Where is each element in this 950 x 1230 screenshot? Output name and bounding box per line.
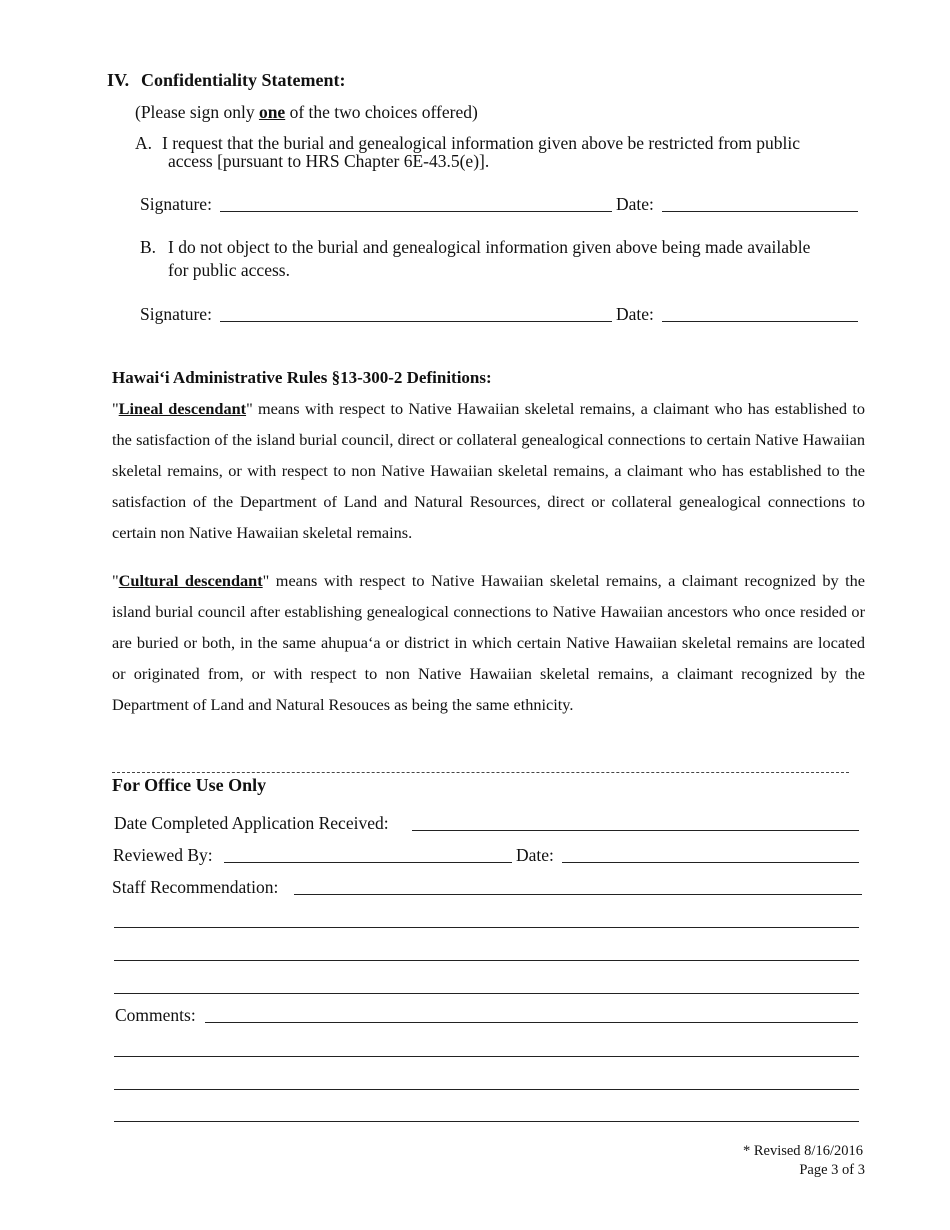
choice-b-line1: I do not object to the burial and genealogical information given above being made available [168, 237, 811, 257]
reviewed-by-label: Reviewed By: [113, 845, 213, 865]
signature-b-label: Signature: [140, 304, 212, 324]
comments-line[interactable] [205, 1022, 858, 1023]
comments-extra-line-3[interactable] [114, 1121, 859, 1122]
signature-a-line[interactable] [220, 211, 612, 212]
date-a-line[interactable] [662, 211, 858, 212]
choice-b-letter: B. [140, 237, 157, 257]
lineal-descendant-term: Lineal descendant [118, 399, 247, 418]
signature-b-line[interactable] [220, 321, 612, 322]
choice-b-line2: for public access. [168, 260, 290, 280]
recommendation-extra-line-3[interactable] [114, 993, 859, 994]
date-received-line[interactable] [412, 830, 859, 831]
date-b-label: Date: [616, 304, 654, 324]
section-number: IV. [107, 70, 130, 90]
office-date-line[interactable] [562, 862, 859, 863]
choice-a-line2: access [pursuant to HRS Chapter 6E-43.5(e)]. [168, 151, 490, 171]
revised-date: * Revised 8/16/2016 [742, 1143, 863, 1159]
lineal-descendant-definition: "Lineal descendant" means with respect to Native Hawaiian skeletal remains, a claimant who has established to the satisfaction of the island burial council, direct or collateral genealogical connections to certain Native Hawaiian skeletal remains, or with respect to non Native Hawaiian skeletal remains, a claimant who has established to the satisfaction of the Department of Land and Natural Resources, direct or collateral genealogical connections to certain non Native Hawaiian skeletal remains. [112, 399, 865, 542]
comments-label: Comments: [115, 1005, 196, 1025]
date-received-label: Date Completed Application Received: [114, 813, 389, 833]
staff-recommendation-label: Staff Recommendation: [112, 877, 279, 897]
section-title: Confidentiality Statement: [141, 70, 346, 90]
office-use-heading: For Office Use Only [112, 775, 267, 795]
dashed-divider [112, 756, 849, 773]
date-b-line[interactable] [662, 321, 858, 322]
comments-extra-line-2[interactable] [114, 1089, 859, 1090]
page-number: Page 3 of 3 [799, 1162, 865, 1178]
choice-a-line1: I request that the burial and genealogical information given above be restricted from public [162, 133, 801, 153]
recommendation-extra-line-2[interactable] [114, 960, 859, 961]
office-date-label: Date: [516, 845, 554, 865]
cultural-descendant-term: Cultural descendant [118, 571, 263, 590]
sign-instruction: (Please sign only one of the two choices offered) [135, 102, 478, 122]
definitions-heading: Hawai‘i Administrative Rules §13-300-2 Definitions: [112, 368, 492, 387]
date-a-label: Date: [616, 194, 654, 214]
signature-a-label: Signature: [140, 194, 212, 214]
comments-extra-line-1[interactable] [114, 1056, 859, 1057]
reviewed-by-line[interactable] [224, 862, 512, 863]
recommendation-extra-line-1[interactable] [114, 927, 859, 928]
cultural-descendant-definition: "Cultural descendant" means with respect to Native Hawaiian skeletal remains, a claimant recognized by the island burial council after establishing genealogical connections to Native Hawaiian ancestors who once resided or are buried or both, in the same ahupua‘a or district in which certain Native Hawaiian skeletal remains are located or originated from, or with respect to non Native Hawaiian skeletal remains, a claimant recognized by the Department of Land and Natural Resouces as being the same ethnicity. [112, 571, 865, 714]
staff-recommendation-line[interactable] [294, 894, 862, 895]
choice-a-letter: A. [135, 133, 153, 153]
